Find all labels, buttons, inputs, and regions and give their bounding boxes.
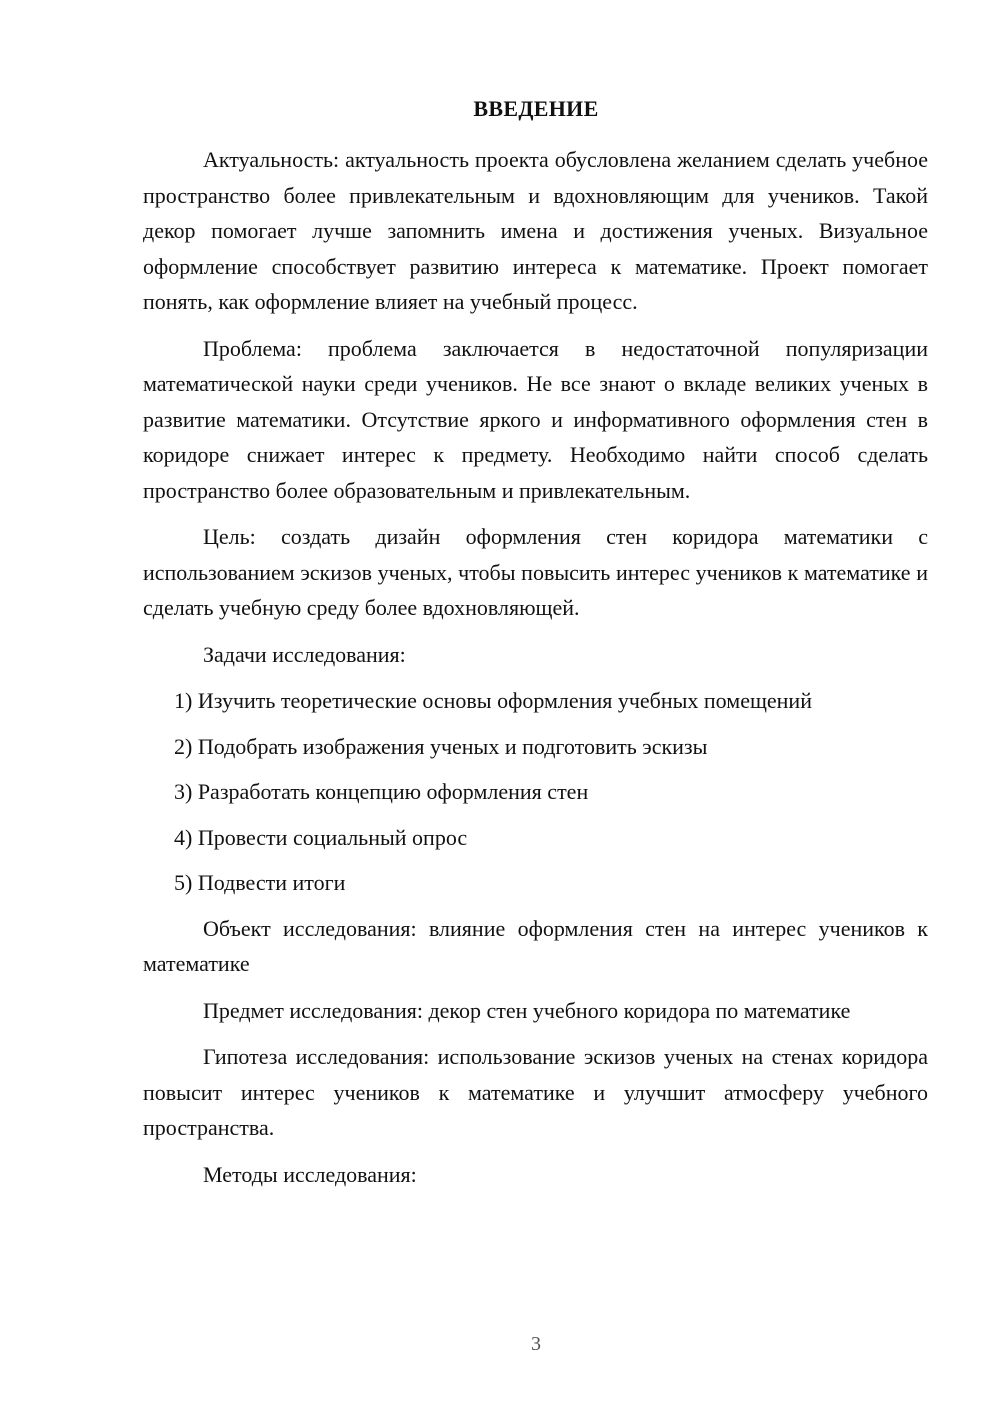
paragraph-object: Объект исследования: влияние оформления стен на интерес учеников к математике <box>143 915 928 976</box>
task-item: 1) Изучить теоретические основы оформления учебных помещений <box>174 688 812 713</box>
section-title: ВВЕДЕНИЕ <box>473 96 599 121</box>
task-item: 2) Подобрать изображения ученых и подготовить эскизы <box>174 733 708 759</box>
task-item: 4) Провести социальный опрос <box>174 824 468 850</box>
paragraph-subject: Предмет исследования: декор стен учебного коридора по математике <box>203 997 851 1023</box>
paragraph-goal: Цель: создать дизайн оформления стен коридора математики с использованием эскизов ученых, чтобы повысить интерес учеников к математике и сделать учебную среду более вдохновляющей. <box>143 524 928 620</box>
paragraph-relevance: Актуальность: актуальность проекта обусловлена желанием сделать учебное пространство более привлекательным и вдохновляющим для учеников. Такой декор помогает лучше запомнить имена и достижения ученых. Визуальное оформление способствует развитию интереса к математике. Проект помогает понять, как оформление влияет на учебный процесс. <box>143 147 928 314</box>
task-list <box>143 683 928 901</box>
paragraph-problem: Проблема: проблема заключается в недостаточной популяризации математической науки среди учеников. Не все знают о вкладе великих ученых в развитие математики. Отсутствие яркого и информативного оформления стен в коридоре снижает интерес к предмету. Необходимо найти способ сделать пространство более образовательным и привлекательным. <box>143 335 928 503</box>
page-number: 3 <box>531 1333 541 1355</box>
paragraph-hypothesis: Гипотеза исследования: использование эскизов ученых на стенах коридора повысит интерес учеников к математике и улучшит атмосферу учебного пространства. <box>143 1044 928 1140</box>
tasks-heading: Задачи исследования: <box>203 641 406 667</box>
task-item: 3) Разработать концепцию оформления стен <box>174 779 589 804</box>
task-item: 5) Подвести итоги <box>174 870 346 895</box>
document-body <box>143 142 928 1203</box>
methods-heading: Методы исследования: <box>203 1161 417 1187</box>
